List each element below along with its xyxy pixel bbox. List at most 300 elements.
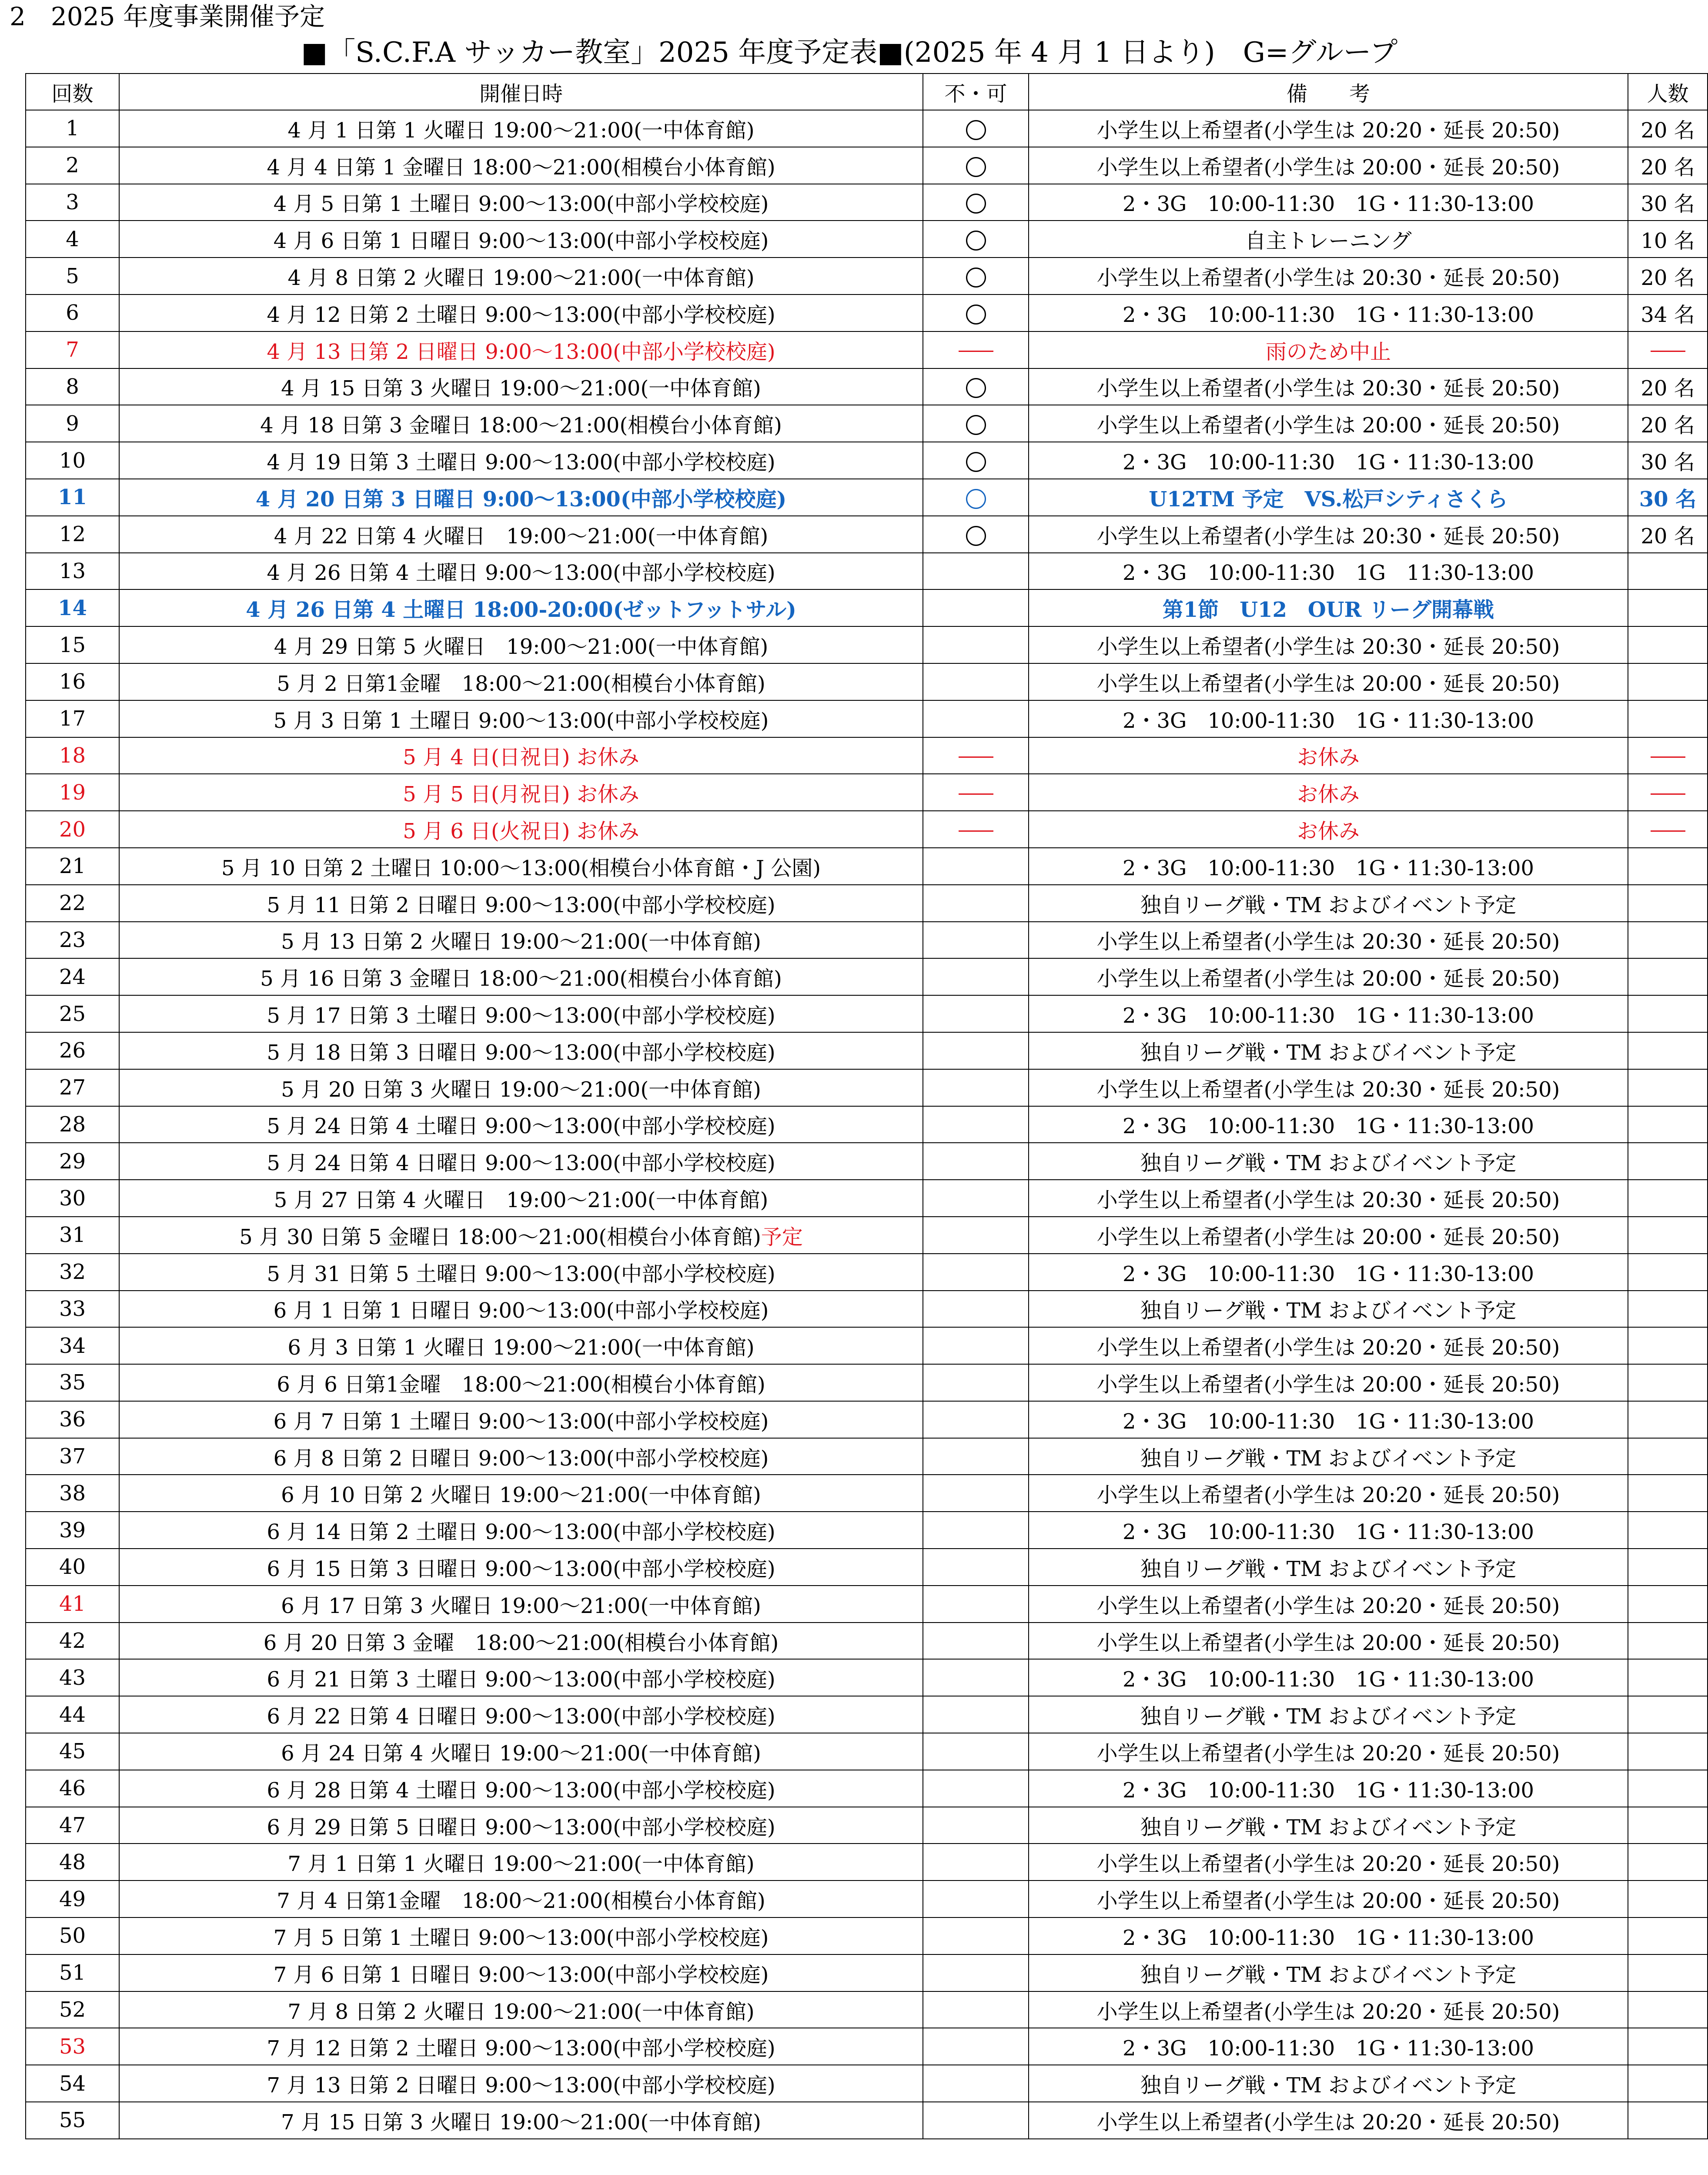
- cell-ok: [923, 811, 1029, 848]
- cell-ok: [923, 922, 1029, 959]
- cell-ok: [923, 1807, 1029, 1844]
- cell-date-text: 6 月 20 日第 3 金曜 18:00～21:00(相模台小体育館): [263, 1630, 779, 1655]
- cell-no: 27: [26, 1069, 119, 1106]
- cell-date-text: 6 月 22 日第 4 日曜日 9:00～13:00(中部小学校校庭): [267, 1704, 775, 1729]
- cell-no: 25: [26, 995, 119, 1032]
- cell-count: [1628, 1254, 1708, 1291]
- cell-no: 37: [26, 1438, 119, 1475]
- cell-count: 10 名: [1628, 221, 1708, 258]
- cell-ok: [923, 553, 1029, 590]
- cell-no: 15: [26, 626, 119, 663]
- cell-ok: [923, 368, 1029, 405]
- cell-no: 53: [26, 2028, 119, 2065]
- cell-date: [119, 1291, 923, 1328]
- cell-date: [119, 774, 923, 811]
- cell-date: [119, 1512, 923, 1549]
- cell-date-text: 7 月 5 日第 1 土曜日 9:00～13:00(中部小学校校庭): [273, 1925, 769, 1950]
- cell-date-text: 5 月 27 日第 4 火曜日 19:00～21:00(一中体育館): [274, 1188, 769, 1212]
- cell-note: 2・3G 10:00-11:30 1G・11:30-13:00: [1029, 1512, 1628, 1549]
- cell-note: 2・3G 10:00-11:30 1G・11:30-13:00: [1029, 2028, 1628, 2065]
- cell-note: 2・3G 10:00-11:30 1G・11:30-13:00: [1029, 1659, 1628, 1696]
- cell-note: 小学生以上希望者(小学生は 20:20・延長 20:50): [1029, 1327, 1628, 1364]
- cell-ok: [923, 626, 1029, 663]
- cell-no: 9: [26, 405, 119, 442]
- cell-date-text: 7 月 6 日第 1 日曜日 9:00～13:00(中部小学校校庭): [273, 1962, 769, 1987]
- cell-count: [1628, 1770, 1708, 1807]
- cell-count: 34 名: [1628, 294, 1708, 331]
- dash-mark-icon: [959, 793, 993, 795]
- cell-date-text: 6 月 6 日第1金曜 18:00～21:00(相模台小体育館): [277, 1372, 765, 1397]
- table-header-row: [26, 74, 1708, 110]
- cell-note: 2・3G 10:00-11:30 1G・11:30-13:00: [1029, 848, 1628, 885]
- cell-no: 20: [26, 811, 119, 848]
- cell-ok: [923, 1659, 1029, 1696]
- table-row: [26, 663, 1708, 700]
- cell-date-text: 4 月 5 日第 1 土曜日 9:00～13:00(中部小学校校庭): [273, 192, 769, 217]
- cell-no: 22: [26, 885, 119, 922]
- circle-mark-icon: [966, 452, 986, 472]
- cell-count: 20 名: [1628, 110, 1708, 147]
- circle-mark-icon: [966, 268, 986, 288]
- table-row: [26, 737, 1708, 774]
- cell-date-suffix: 予定: [761, 1225, 803, 1249]
- cell-date-text: 5 月 13 日第 2 火曜日 19:00～21:00(一中体育館): [281, 930, 761, 954]
- cell-count: [1628, 958, 1708, 995]
- cell-note: 小学生以上希望者(小学生は 20:00・延長 20:50): [1029, 1364, 1628, 1401]
- table-row: [26, 922, 1708, 959]
- cell-date-text: 7 月 15 日第 3 火曜日 19:00～21:00(一中体育館): [281, 2110, 761, 2135]
- cell-no: 34: [26, 1327, 119, 1364]
- cell-note: 小学生以上希望者(小学生は 20:20・延長 20:50): [1029, 1991, 1628, 2028]
- cell-date-text: 6 月 24 日第 4 火曜日 19:00～21:00(一中体育館): [281, 1741, 761, 1766]
- cell-note: 独自リーグ戦・TM およびイベント予定: [1029, 1696, 1628, 1733]
- cell-count: [1628, 663, 1708, 700]
- cell-count: 30 名: [1628, 479, 1708, 516]
- cell-note: 2・3G 10:00-11:30 1G・11:30-13:00: [1029, 184, 1628, 221]
- cell-date: [119, 1364, 923, 1401]
- cell-date-text: 6 月 17 日第 3 火曜日 19:00～21:00(一中体育館): [281, 1593, 761, 1618]
- cell-ok: [923, 110, 1029, 147]
- cell-note: 2・3G 10:00-11:30 1G・11:30-13:00: [1029, 1917, 1628, 1954]
- cell-no: 32: [26, 1254, 119, 1291]
- cell-date-text: 4 月 6 日第 1 日曜日 9:00～13:00(中部小学校校庭): [273, 229, 769, 254]
- table-row: [26, 995, 1708, 1032]
- table-row: [26, 147, 1708, 184]
- table-row: [26, 2028, 1708, 2065]
- cell-count: 30 名: [1628, 184, 1708, 221]
- cell-note: 独自リーグ戦・TM およびイベント予定: [1029, 1032, 1628, 1069]
- cell-note: お休み: [1029, 737, 1628, 774]
- cell-ok: [923, 1623, 1029, 1660]
- cell-date: [119, 700, 923, 737]
- cell-no: 5: [26, 258, 119, 294]
- cell-ok: [923, 1512, 1029, 1549]
- cell-date-text: 5 月 16 日第 3 金曜日 18:00～21:00(相模台小体育館): [260, 967, 782, 991]
- cell-note: 独自リーグ戦・TM およびイベント予定: [1029, 885, 1628, 922]
- table-row: [26, 1512, 1708, 1549]
- cell-date-text: 7 月 13 日第 2 日曜日 9:00～13:00(中部小学校校庭): [267, 2073, 775, 2098]
- table-row: [26, 1106, 1708, 1143]
- cell-date: [119, 479, 923, 516]
- cell-no: 46: [26, 1770, 119, 1807]
- schedule-table: [25, 73, 1708, 2139]
- cell-note: 独自リーグ戦・TM およびイベント予定: [1029, 1954, 1628, 1991]
- cell-date: [119, 1217, 923, 1254]
- cell-no: 12: [26, 516, 119, 553]
- cell-date-text: 4 月 12 日第 2 土曜日 9:00～13:00(中部小学校校庭): [267, 302, 775, 327]
- table-body: [26, 110, 1708, 2139]
- dash-mark-icon: [959, 351, 993, 352]
- table-row: [26, 1659, 1708, 1696]
- cell-note: 小学生以上希望者(小学生は 20:00・延長 20:50): [1029, 1881, 1628, 1917]
- cell-count: [1628, 1917, 1708, 1954]
- cell-no: 33: [26, 1291, 119, 1328]
- cell-date: [119, 1623, 923, 1660]
- cell-date: [119, 184, 923, 221]
- cell-count: [1628, 1364, 1708, 1401]
- cell-count: [1628, 2102, 1708, 2139]
- cell-date: [119, 294, 923, 331]
- title-square-left: ■: [301, 37, 328, 69]
- cell-date: [119, 663, 923, 700]
- cell-count: [1628, 1032, 1708, 1069]
- cell-count: [1628, 922, 1708, 959]
- table-row: [26, 1143, 1708, 1180]
- cell-ok: [923, 2065, 1029, 2102]
- cell-note: 独自リーグ戦・TM およびイベント予定: [1029, 1549, 1628, 1586]
- cell-date: [119, 589, 923, 626]
- cell-no: 18: [26, 737, 119, 774]
- cell-date: [119, 922, 923, 959]
- dash-mark-icon: [959, 756, 993, 758]
- cell-date-text: 5 月 30 日第 5 金曜日 18:00～21:00(相模台小体育館): [239, 1225, 761, 1249]
- cell-no: 43: [26, 1659, 119, 1696]
- cell-ok: [923, 1917, 1029, 1954]
- cell-ok: [923, 1881, 1029, 1917]
- table-row: [26, 1917, 1708, 1954]
- cell-no: 35: [26, 1364, 119, 1401]
- cell-count: [1628, 848, 1708, 885]
- cell-count: [1628, 1881, 1708, 1917]
- cell-count: [1628, 1069, 1708, 1106]
- cell-note: 独自リーグ戦・TM およびイベント予定: [1029, 1143, 1628, 1180]
- cell-date: [119, 1475, 923, 1512]
- table-row: [26, 1991, 1708, 2028]
- cell-count: [1628, 1623, 1708, 1660]
- dash-mark-icon: [1651, 830, 1685, 832]
- cell-date: [119, 1954, 923, 1991]
- cell-note: 小学生以上希望者(小学生は 20:20・延長 20:50): [1029, 1733, 1628, 1770]
- table-row: [26, 221, 1708, 258]
- cell-count: [1628, 774, 1708, 811]
- cell-date: [119, 553, 923, 590]
- circle-mark-icon: [966, 194, 986, 214]
- circle-mark-icon: [966, 231, 986, 251]
- circle-mark-icon: [966, 378, 986, 398]
- cell-ok: [923, 589, 1029, 626]
- cell-date: [119, 1438, 923, 1475]
- cell-note: 2・3G 10:00-11:30 1G・11:30-13:00: [1029, 1401, 1628, 1438]
- cell-date: [119, 1549, 923, 1586]
- title-tail: (2025 年 4 月 1 日より) G=グループ: [903, 37, 1398, 69]
- cell-date-text: 4 月 26 日第 4 土曜日 18:00-20:00(ゼットフットサル): [246, 598, 796, 622]
- cell-ok: [923, 1401, 1029, 1438]
- cell-ok: [923, 1069, 1029, 1106]
- cell-count: [1628, 2028, 1708, 2065]
- cell-count: [1628, 1106, 1708, 1143]
- cell-count: [1628, 1512, 1708, 1549]
- cell-no: 45: [26, 1733, 119, 1770]
- cell-date: [119, 516, 923, 553]
- cell-ok: [923, 1586, 1029, 1623]
- cell-no: 1: [26, 110, 119, 147]
- cell-date: [119, 1586, 923, 1623]
- cell-count: [1628, 589, 1708, 626]
- cell-ok: [923, 885, 1029, 922]
- cell-count: [1628, 2065, 1708, 2102]
- cell-no: 44: [26, 1696, 119, 1733]
- cell-date-text: 7 月 1 日第 1 火曜日 19:00～21:00(一中体育館): [287, 1852, 755, 1877]
- table-row: [26, 700, 1708, 737]
- header-ok: 不・可: [923, 74, 1029, 110]
- cell-date-text: 5 月 5 日(月祝日) お休み: [403, 782, 639, 807]
- cell-note: お休み: [1029, 774, 1628, 811]
- cell-date: [119, 885, 923, 922]
- cell-count: [1628, 1733, 1708, 1770]
- table-row: [26, 405, 1708, 442]
- cell-date-text: 6 月 28 日第 4 土曜日 9:00～13:00(中部小学校校庭): [267, 1778, 775, 1803]
- cell-note: 小学生以上希望者(小学生は 20:30・延長 20:50): [1029, 1180, 1628, 1217]
- cell-no: 11: [26, 479, 119, 516]
- cell-date-text: 4 月 20 日第 3 日曜日 9:00～13:00(中部小学校校庭): [255, 487, 787, 512]
- table-row: [26, 1032, 1708, 1069]
- cell-count: 20 名: [1628, 147, 1708, 184]
- table-row: [26, 1291, 1708, 1328]
- cell-count: [1628, 1807, 1708, 1844]
- cell-no: 8: [26, 368, 119, 405]
- cell-date-text: 6 月 29 日第 5 日曜日 9:00～13:00(中部小学校校庭): [267, 1815, 775, 1840]
- cell-date-text: 6 月 21 日第 3 土曜日 9:00～13:00(中部小学校校庭): [267, 1667, 775, 1692]
- cell-ok: [923, 1254, 1029, 1291]
- table-row: [26, 110, 1708, 147]
- cell-count: [1628, 1475, 1708, 1512]
- cell-date: [119, 2102, 923, 2139]
- cell-date-text: 7 月 8 日第 2 火曜日 19:00～21:00(一中体育館): [287, 1999, 755, 2024]
- cell-note: 2・3G 10:00-11:30 1G・11:30-13:00: [1029, 1254, 1628, 1291]
- cell-date: [119, 1401, 923, 1438]
- cell-note: 独自リーグ戦・TM およびイベント予定: [1029, 1807, 1628, 1844]
- cell-date-text: 5 月 6 日(火祝日) お休み: [403, 819, 639, 844]
- cell-note: 独自リーグ戦・TM およびイベント予定: [1029, 2065, 1628, 2102]
- cell-date: [119, 1032, 923, 1069]
- cell-count: [1628, 811, 1708, 848]
- cell-date-text: 6 月 15 日第 3 日曜日 9:00～13:00(中部小学校校庭): [267, 1556, 775, 1581]
- table-row: [26, 1180, 1708, 1217]
- dash-mark-icon: [959, 830, 993, 832]
- cell-count: [1628, 700, 1708, 737]
- cell-date-text: 6 月 14 日第 2 土曜日 9:00～13:00(中部小学校校庭): [267, 1520, 775, 1545]
- cell-no: 16: [26, 663, 119, 700]
- cell-date-text: 6 月 10 日第 2 火曜日 19:00～21:00(一中体育館): [281, 1483, 761, 1508]
- cell-count: [1628, 331, 1708, 368]
- circle-mark-icon: [966, 120, 986, 140]
- cell-date: [119, 1254, 923, 1291]
- cell-date-text: 4 月 4 日第 1 金曜日 18:00～21:00(相模台小体育館): [267, 155, 775, 180]
- table-row: [26, 1438, 1708, 1475]
- cell-count: [1628, 1143, 1708, 1180]
- cell-date: [119, 331, 923, 368]
- table-row: [26, 553, 1708, 590]
- cell-date-text: 5 月 17 日第 3 土曜日 9:00～13:00(中部小学校校庭): [267, 1004, 775, 1028]
- table-row: [26, 1401, 1708, 1438]
- cell-date-text: 4 月 19 日第 3 土曜日 9:00～13:00(中部小学校校庭): [267, 450, 775, 475]
- table-row: [26, 589, 1708, 626]
- cell-ok: [923, 958, 1029, 995]
- cell-date-text: 4 月 26 日第 4 土曜日 9:00～13:00(中部小学校校庭): [267, 561, 775, 586]
- table-row: [26, 1327, 1708, 1364]
- table-row: [26, 1770, 1708, 1807]
- cell-no: 10: [26, 442, 119, 479]
- cell-no: 21: [26, 848, 119, 885]
- cell-ok: [923, 331, 1029, 368]
- cell-date: [119, 368, 923, 405]
- table-row: [26, 2065, 1708, 2102]
- cell-count: [1628, 1586, 1708, 1623]
- cell-no: 13: [26, 553, 119, 590]
- cell-note: 小学生以上希望者(小学生は 20:30・延長 20:50): [1029, 626, 1628, 663]
- cell-count: 20 名: [1628, 258, 1708, 294]
- cell-note: 小学生以上希望者(小学生は 20:30・延長 20:50): [1029, 368, 1628, 405]
- header-count: 人数: [1628, 74, 1708, 110]
- cell-note: 2・3G 10:00-11:30 1G・11:30-13:00: [1029, 294, 1628, 331]
- cell-note: 小学生以上希望者(小学生は 20:00・延長 20:50): [1029, 1217, 1628, 1254]
- cell-ok: [923, 1217, 1029, 1254]
- table-row: [26, 1733, 1708, 1770]
- cell-no: 38: [26, 1475, 119, 1512]
- cell-note: お休み: [1029, 811, 1628, 848]
- table-row: [26, 885, 1708, 922]
- cell-note: 小学生以上希望者(小学生は 20:00・延長 20:50): [1029, 1623, 1628, 1660]
- cell-count: [1628, 1401, 1708, 1438]
- cell-ok: [923, 1733, 1029, 1770]
- cell-ok: [923, 1180, 1029, 1217]
- cell-date-text: 4 月 13 日第 2 日曜日 9:00～13:00(中部小学校校庭): [267, 339, 775, 364]
- cell-no: 14: [26, 589, 119, 626]
- table-row: [26, 1696, 1708, 1733]
- table-row: [26, 1844, 1708, 1881]
- dash-mark-icon: [1651, 351, 1685, 352]
- cell-date-text: 4 月 22 日第 4 火曜日 19:00～21:00(一中体育館): [274, 524, 769, 549]
- section-heading: 2 2025 年度事業開催予定: [10, 2, 325, 31]
- cell-date: [119, 1069, 923, 1106]
- circle-mark-icon: [966, 489, 986, 509]
- cell-date-text: 5 月 10 日第 2 土曜日 10:00～13:00(相模台小体育館・J 公園): [221, 856, 821, 880]
- cell-date: [119, 1991, 923, 2028]
- cell-date-text: 6 月 1 日第 1 日曜日 9:00～13:00(中部小学校校庭): [273, 1298, 769, 1323]
- cell-date: [119, 1327, 923, 1364]
- cell-date-text: 5 月 24 日第 4 土曜日 9:00～13:00(中部小学校校庭): [267, 1114, 775, 1139]
- cell-no: 42: [26, 1623, 119, 1660]
- table-row: [26, 184, 1708, 221]
- cell-date: [119, 737, 923, 774]
- table-row: [26, 1217, 1708, 1254]
- cell-count: [1628, 1659, 1708, 1696]
- cell-date: [119, 258, 923, 294]
- table-row: [26, 2102, 1708, 2139]
- cell-ok: [923, 258, 1029, 294]
- cell-count: [1628, 626, 1708, 663]
- cell-count: [1628, 1438, 1708, 1475]
- cell-note: 小学生以上希望者(小学生は 20:20・延長 20:50): [1029, 110, 1628, 147]
- cell-count: [1628, 1217, 1708, 1254]
- cell-no: 39: [26, 1512, 119, 1549]
- cell-note: 小学生以上希望者(小学生は 20:20・延長 20:50): [1029, 2102, 1628, 2139]
- cell-date: [119, 1881, 923, 1917]
- dash-mark-icon: [1651, 756, 1685, 758]
- table-row: [26, 1954, 1708, 1991]
- cell-note: 自主トレーニング: [1029, 221, 1628, 258]
- header-no: 回数: [26, 74, 119, 110]
- cell-ok: [923, 1327, 1029, 1364]
- cell-ok: [923, 1954, 1029, 1991]
- cell-no: 28: [26, 1106, 119, 1143]
- cell-no: 40: [26, 1549, 119, 1586]
- cell-date-text: 5 月 11 日第 2 日曜日 9:00～13:00(中部小学校校庭): [267, 893, 775, 917]
- cell-date: [119, 1770, 923, 1807]
- table-row: [26, 258, 1708, 294]
- cell-date: [119, 110, 923, 147]
- cell-ok: [923, 737, 1029, 774]
- cell-date: [119, 811, 923, 848]
- cell-no: 30: [26, 1180, 119, 1217]
- cell-ok: [923, 1844, 1029, 1881]
- cell-date-text: 5 月 2 日第1金曜 18:00～21:00(相模台小体育館): [277, 671, 765, 696]
- table-row: [26, 848, 1708, 885]
- cell-count: [1628, 885, 1708, 922]
- cell-ok: [923, 1032, 1029, 1069]
- cell-note: 小学生以上希望者(小学生は 20:20・延長 20:50): [1029, 1586, 1628, 1623]
- cell-ok: [923, 516, 1029, 553]
- cell-note: 小学生以上希望者(小学生は 20:00・延長 20:50): [1029, 405, 1628, 442]
- cell-ok: [923, 1438, 1029, 1475]
- cell-date: [119, 221, 923, 258]
- cell-date: [119, 442, 923, 479]
- cell-no: 31: [26, 1217, 119, 1254]
- dash-mark-icon: [1651, 793, 1685, 795]
- cell-ok: [923, 1991, 1029, 2028]
- cell-ok: [923, 221, 1029, 258]
- cell-date: [119, 405, 923, 442]
- table-row: [26, 958, 1708, 995]
- cell-note: 小学生以上希望者(小学生は 20:00・延長 20:50): [1029, 147, 1628, 184]
- cell-ok: [923, 1696, 1029, 1733]
- circle-mark-icon: [966, 157, 986, 177]
- cell-date: [119, 1733, 923, 1770]
- cell-count: 20 名: [1628, 516, 1708, 553]
- table-row: [26, 1069, 1708, 1106]
- cell-note: 2・3G 10:00-11:30 1G・11:30-13:00: [1029, 1770, 1628, 1807]
- cell-count: [1628, 1696, 1708, 1733]
- cell-date-text: 4 月 1 日第 1 火曜日 19:00～21:00(一中体育館): [287, 118, 755, 143]
- cell-no: 7: [26, 331, 119, 368]
- cell-date-text: 5 月 4 日(日祝日) お休み: [403, 745, 639, 770]
- cell-count: [1628, 1327, 1708, 1364]
- cell-date-text: 5 月 20 日第 3 火曜日 19:00～21:00(一中体育館): [281, 1077, 761, 1102]
- cell-ok: [923, 848, 1029, 885]
- cell-count: [1628, 1991, 1708, 2028]
- cell-count: [1628, 1954, 1708, 1991]
- cell-ok: [923, 700, 1029, 737]
